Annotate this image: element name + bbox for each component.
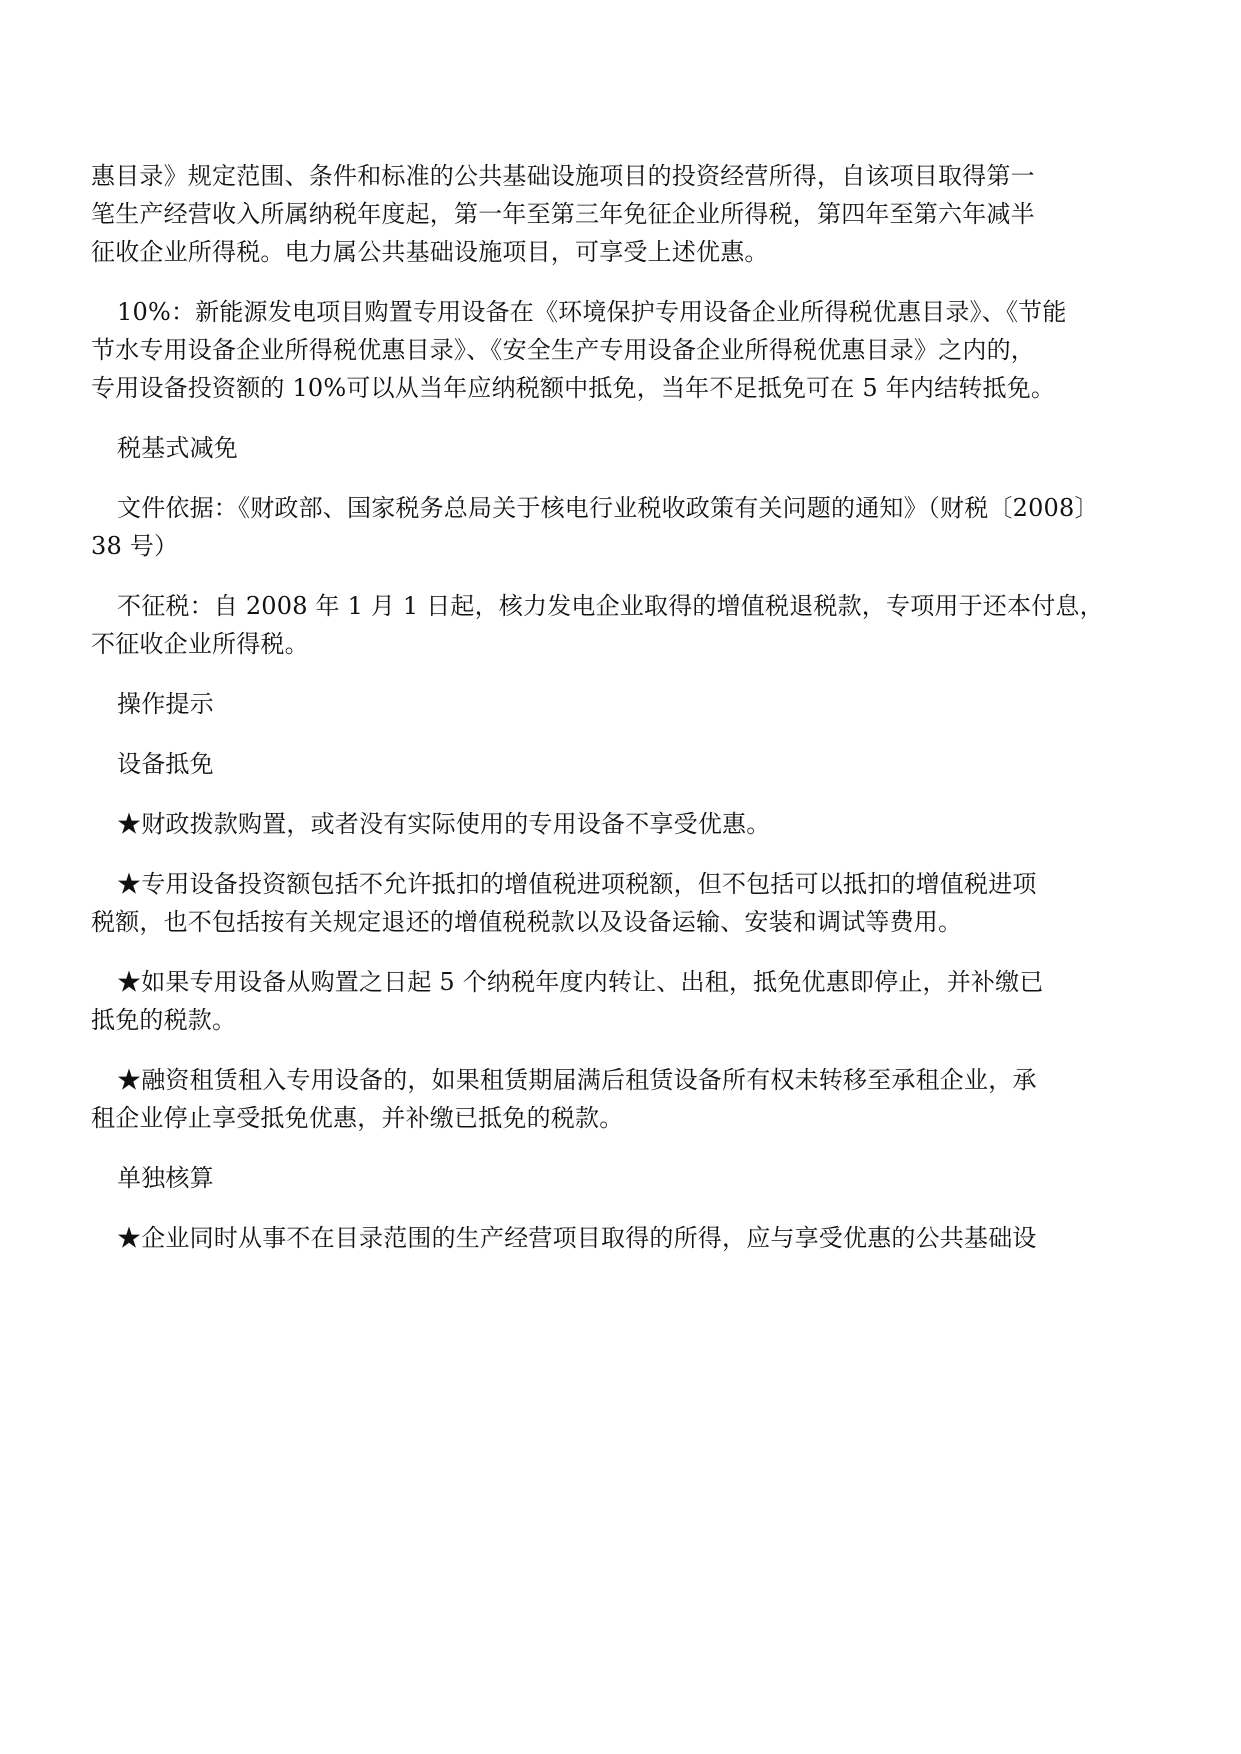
paragraph-non-taxable — [91, 587, 1149, 663]
text-line: ★专用设备投资额包括不允许抵扣的增值税进项税额，但不包括可以抵扣的增值税进项 — [117, 870, 1037, 898]
text-line: 不征收企业所得税。 — [91, 630, 309, 658]
paragraph-ten-percent-equipment-credit — [91, 293, 1149, 407]
text-line: 38 号） — [91, 532, 179, 560]
text-line: ★如果专用设备从购置之日起 5 个纳税年度内转让、出租，抵免优惠即停止，并补缴已 — [117, 968, 1044, 996]
bullet-item-fiscal-purchase — [91, 805, 1149, 843]
text-line: 节水专用设备企业所得税优惠目录》、《安全生产专用设备企业所得税优惠目录》之内的， — [91, 336, 1035, 364]
text-line: 税额，也不包括按有关规定退还的增值税税款以及设备运输、安装和调试等费用。 — [91, 908, 963, 936]
text-line: 文件依据：《财政部、国家税务总局关于核电行业税收政策有关问题的通知》（财税〔2008〕 — [117, 494, 1099, 522]
bullet-item-investment-amount — [91, 865, 1149, 941]
section-heading-tax-base-reduction — [91, 429, 1149, 467]
text-line: 10%：新能源发电项目购置专用设备在《环境保护专用设备企业所得税优惠目录》、《节能 — [117, 298, 1067, 326]
text-line: 不征税：自 2008 年 1 月 1 日起，核力发电企业取得的增值税退税款，专项用于还本付息， — [117, 592, 1104, 620]
paragraph-tax-incentive-public-infrastructure — [91, 157, 1149, 271]
section-heading-operation-tips — [91, 685, 1149, 723]
paragraph-file-basis — [91, 489, 1149, 565]
bullet-item-transfer-within-five-years — [91, 963, 1149, 1039]
text-line: 专用设备投资额的 10%可以从当年应纳税额中抵免，当年不足抵免可在 5 年内结转抵免。 — [91, 374, 1056, 402]
text-line: 租企业停止享受抵免优惠，并补缴已抵免的税款。 — [91, 1104, 624, 1132]
document-body — [91, 157, 1149, 1279]
text-line: ★财政拨款购置，或者没有实际使用的专用设备不享受优惠。 — [117, 810, 771, 838]
text-line: 设备抵免 — [117, 750, 214, 778]
text-line: 抵免的税款。 — [91, 1006, 237, 1034]
text-line: ★融资租赁租入专用设备的，如果租赁期届满后租赁设备所有权未转移至承租企业，承 — [117, 1066, 1037, 1094]
text-line: 操作提示 — [117, 690, 214, 718]
bullet-item-separate-accounting — [91, 1219, 1149, 1257]
section-heading-equipment-credit — [91, 745, 1149, 783]
text-line: 征收企业所得税。电力属公共基础设施项目，可享受上述优惠。 — [91, 238, 769, 266]
section-heading-separate-accounting — [91, 1159, 1149, 1197]
text-line: 惠目录》规定范围、条件和标准的公共基础设施项目的投资经营所得，自该项目取得第一 — [91, 162, 1035, 190]
text-line: 税基式减免 — [117, 434, 238, 462]
text-line: 笔生产经营收入所属纳税年度起，第一年至第三年免征企业所得税，第四年至第六年减半 — [91, 200, 1035, 228]
text-line: ★企业同时从事不在目录范围的生产经营项目取得的所得，应与享受优惠的公共基础设 — [117, 1224, 1037, 1252]
bullet-item-finance-lease — [91, 1061, 1149, 1137]
text-line: 单独核算 — [117, 1164, 214, 1192]
